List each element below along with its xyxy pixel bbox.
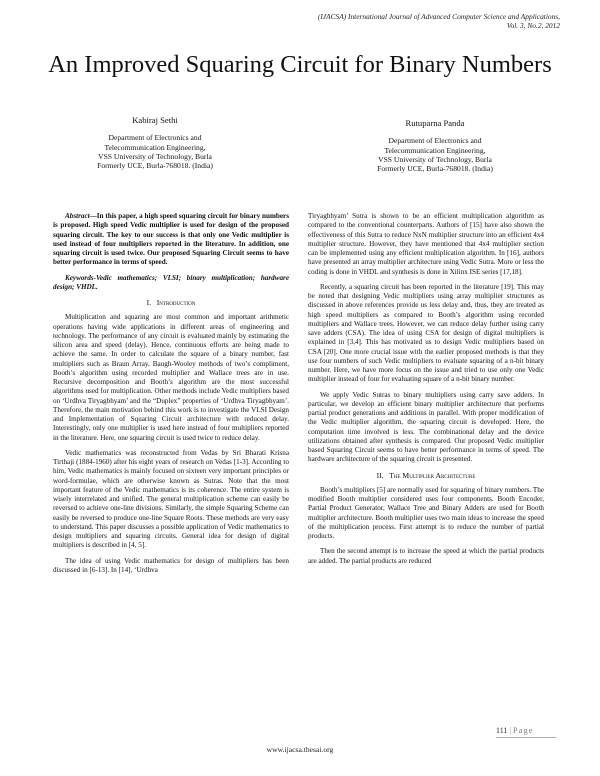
body-paragraph: Booth’s multipliers [5] are normally used for squaring of binary numbers. The modified Booth multiplier considered uses four components. Booth Encoder, Partial Product Generator, Wallace Tree and Binary Adders are used for Booth multiplier architecture. Booth multiplier uses two main ideas to increase the speed of the multiplication process. First attempt is to reduce the number of partial products. — [308, 485, 544, 540]
footer-url[interactable]: www.ijacsa.thesai.org — [266, 745, 334, 754]
author-affiliation-line: Telecommunication Engineering, — [384, 145, 486, 155]
journal-header-line1: (IJACSA) International Journal of Advanced Computer Science and Applications, — [317, 12, 560, 21]
author-affiliation-line: VSS University of Technology, Burla — [378, 154, 492, 164]
author-affiliation-line: Formerly UCE, Burla-768018. (India) — [377, 164, 493, 174]
page-number: 111 | Page — [496, 726, 534, 735]
author-affiliation-line: Department of Electronics and — [108, 133, 202, 143]
body-paragraph: Tiryagbhyam’ Sutra is shown to be an efficient multiplication algorithm as compared to the conventional counterparts. Authors of [15] have also shown the effectiveness of this Sutra to reduce NxN multiplier structure into an efficient 4x4 multiplier structure. However, they have mentioned that 4x4 multiplier section can be implemented using any efficient multiplication algorithm. In [16], authors have presented an array multiplier architecture using Vedic Sutra. More or less the coding is done in VHDL and synthesis is done in Xilinx ISE series [17,18]. — [308, 212, 544, 276]
author-block-1 — [55, 116, 255, 170]
journal-header-line2: Vol. 3, No.2, 2012 — [506, 21, 560, 31]
section-heading-introduction — [53, 298, 289, 307]
footer-rule — [496, 737, 556, 738]
author-affiliation-line: Department of Electronics and — [388, 136, 482, 146]
author-affiliation-line: Telecommunication Engineering, — [104, 142, 206, 152]
author-affiliation-line: VSS University of Technology, Burla — [98, 151, 212, 161]
author-name: Kabiraj Sethi — [132, 115, 178, 125]
section-number: I. — [146, 298, 152, 307]
author-affiliation-line: Formerly UCE, Burla-768018. (India) — [97, 161, 213, 171]
author-block-2 — [325, 119, 545, 173]
section-title: Introduction — [156, 298, 196, 307]
abstract — [53, 212, 289, 268]
body-paragraph: Multiplication and squaring are most common and important arithmetic operations having wide applications in different areas of engineering and technology. The performance of any circuit is evaluated mainly by estimating the silicon area and speed (delay). Hence, continuous efforts are being made to achieve the same. In order to calculate the square of a binary number, fast multipliers such as Braun Array, Baugh-Wooley methods of two’s compliment, Booth’s algorithm using recorded multiplier and Wallace trees are in use. Recursive decomposition and Booth’s algorithm are the most successful algorithms used for multiplication. Other methods include Vedic multipliers based on ‘Urdhva Tiryagbhyam’ and the “Duplex” properties of ‘Urdhva Tiryagbhyam’. Therefore, the main motivation behind this work is to investigate the VLSI Design and Implementation of Squaring Circuit architecture with reduced delay. Interestingly, only one multiplier is used here instead of four multipliers reported in the literature. Here, one squaring circuit is used twice to reduce delay. — [53, 313, 289, 442]
body-paragraph: We apply Vedic Sutras to binary multipliers using carry save adders. In particular, we develop an efficient binary multiplier architecture that performs partial product generations and additions in parallel. With proper modification of the Vedic multiplier algorithm, the squaring circuit is developed. Here, the computation time involved is less. The combinational delay and the device utilizations obtained after synthesis is compared. Our proposed Vedic multiplier based Squaring Circuit seems to have better performance in terms of speed. The hardware architecture of the squaring circuit is presented. — [308, 390, 544, 464]
body-paragraph: The idea of using Vedic mathematics for design of multipliers has been discussed in [6-13]. In [14], ‘Urdhva — [53, 556, 289, 574]
body-paragraph: Then the second attempt is to increase the speed at which the partial products are added. The partial products are reduced — [308, 547, 544, 565]
author-name: Rutuparna Panda — [405, 118, 465, 128]
body-paragraph: Vedic mathematics was reconstructed from Vedas by Sri Bharati Krisna Tirthaji (1884-1960) after his eight years of research on Vedas [1-3]. According to him, Vedic mathematics is mainly focused on sixteen very important principles or word-formulae, which are otherwise known as Sutras. Note that the most important feature of the Vedic mathematics is its coherence. The entire system is wisely interrelated and unified. The general multiplication scheme can easily be reversed to achieve one-line divisions. Similarly, the simple Squaring Scheme can easily be reversed to produce one-line Square Roots. These methods are very easy to understand. This paper discusses a possible application of Vedic mathematics to design multipliers and squaring circuits. General idea for design of digital multipliers is described in [4, 5]. — [53, 448, 289, 550]
abstract-label: Abstract — [65, 212, 90, 220]
right-column — [308, 212, 544, 566]
left-column — [53, 212, 289, 575]
keywords: Keywords-Vedic mathematics; VLSI; binary multiplication; hardware design; VHDL. — [53, 273, 289, 291]
section-title: The Multiplier Architecture — [389, 470, 476, 480]
abstract-text: —In this paper, a high speed squaring circuit for binary numbers is proposed. High speed Vedic multiplier is used for design of the proposed squaring circuit. The key to our success is that only one Vedic multiplier is used instead of four multipliers reported in the literature. In addition, one squaring circuit is used twice. Our proposed Squaring Circuit seems to have better performance in terms of speed. — [53, 212, 289, 267]
page-number-value: 111 — [496, 726, 508, 735]
section-heading-architecture — [308, 471, 544, 480]
section-number: II. — [376, 470, 384, 480]
page-label: Page — [513, 726, 534, 735]
paper-title: An Improved Squaring Circuit for Binary Numbers — [48, 51, 552, 78]
journal-header — [230, 12, 560, 31]
body-paragraph: Recently, a squaring circuit has been reported in the literature [19]. This may be noted that designing Vedic multipliers using array multiplier structures as discussed in above references provide us less delay and, thus, they are treated as high speed multipliers as compared to Booth’s algorithm using recorded multipliers and Wallace trees. However, we can reduce delay further using carry save adders (CSA). The idea of using CSA for design of digital multipliers is explained in [3,4]. This has motivated us to design Vedic multipliers based on CSA [20]. One more crucial issue with the earlier proposed methods is that they use four numbers of such Vedic multipliers to evaluate squaring of a n-bit binary number. Here, we have more focus on the issue and tried to use only one Vedic multiplier instead of four for evaluating square of a n-bit binary number. — [308, 282, 544, 384]
